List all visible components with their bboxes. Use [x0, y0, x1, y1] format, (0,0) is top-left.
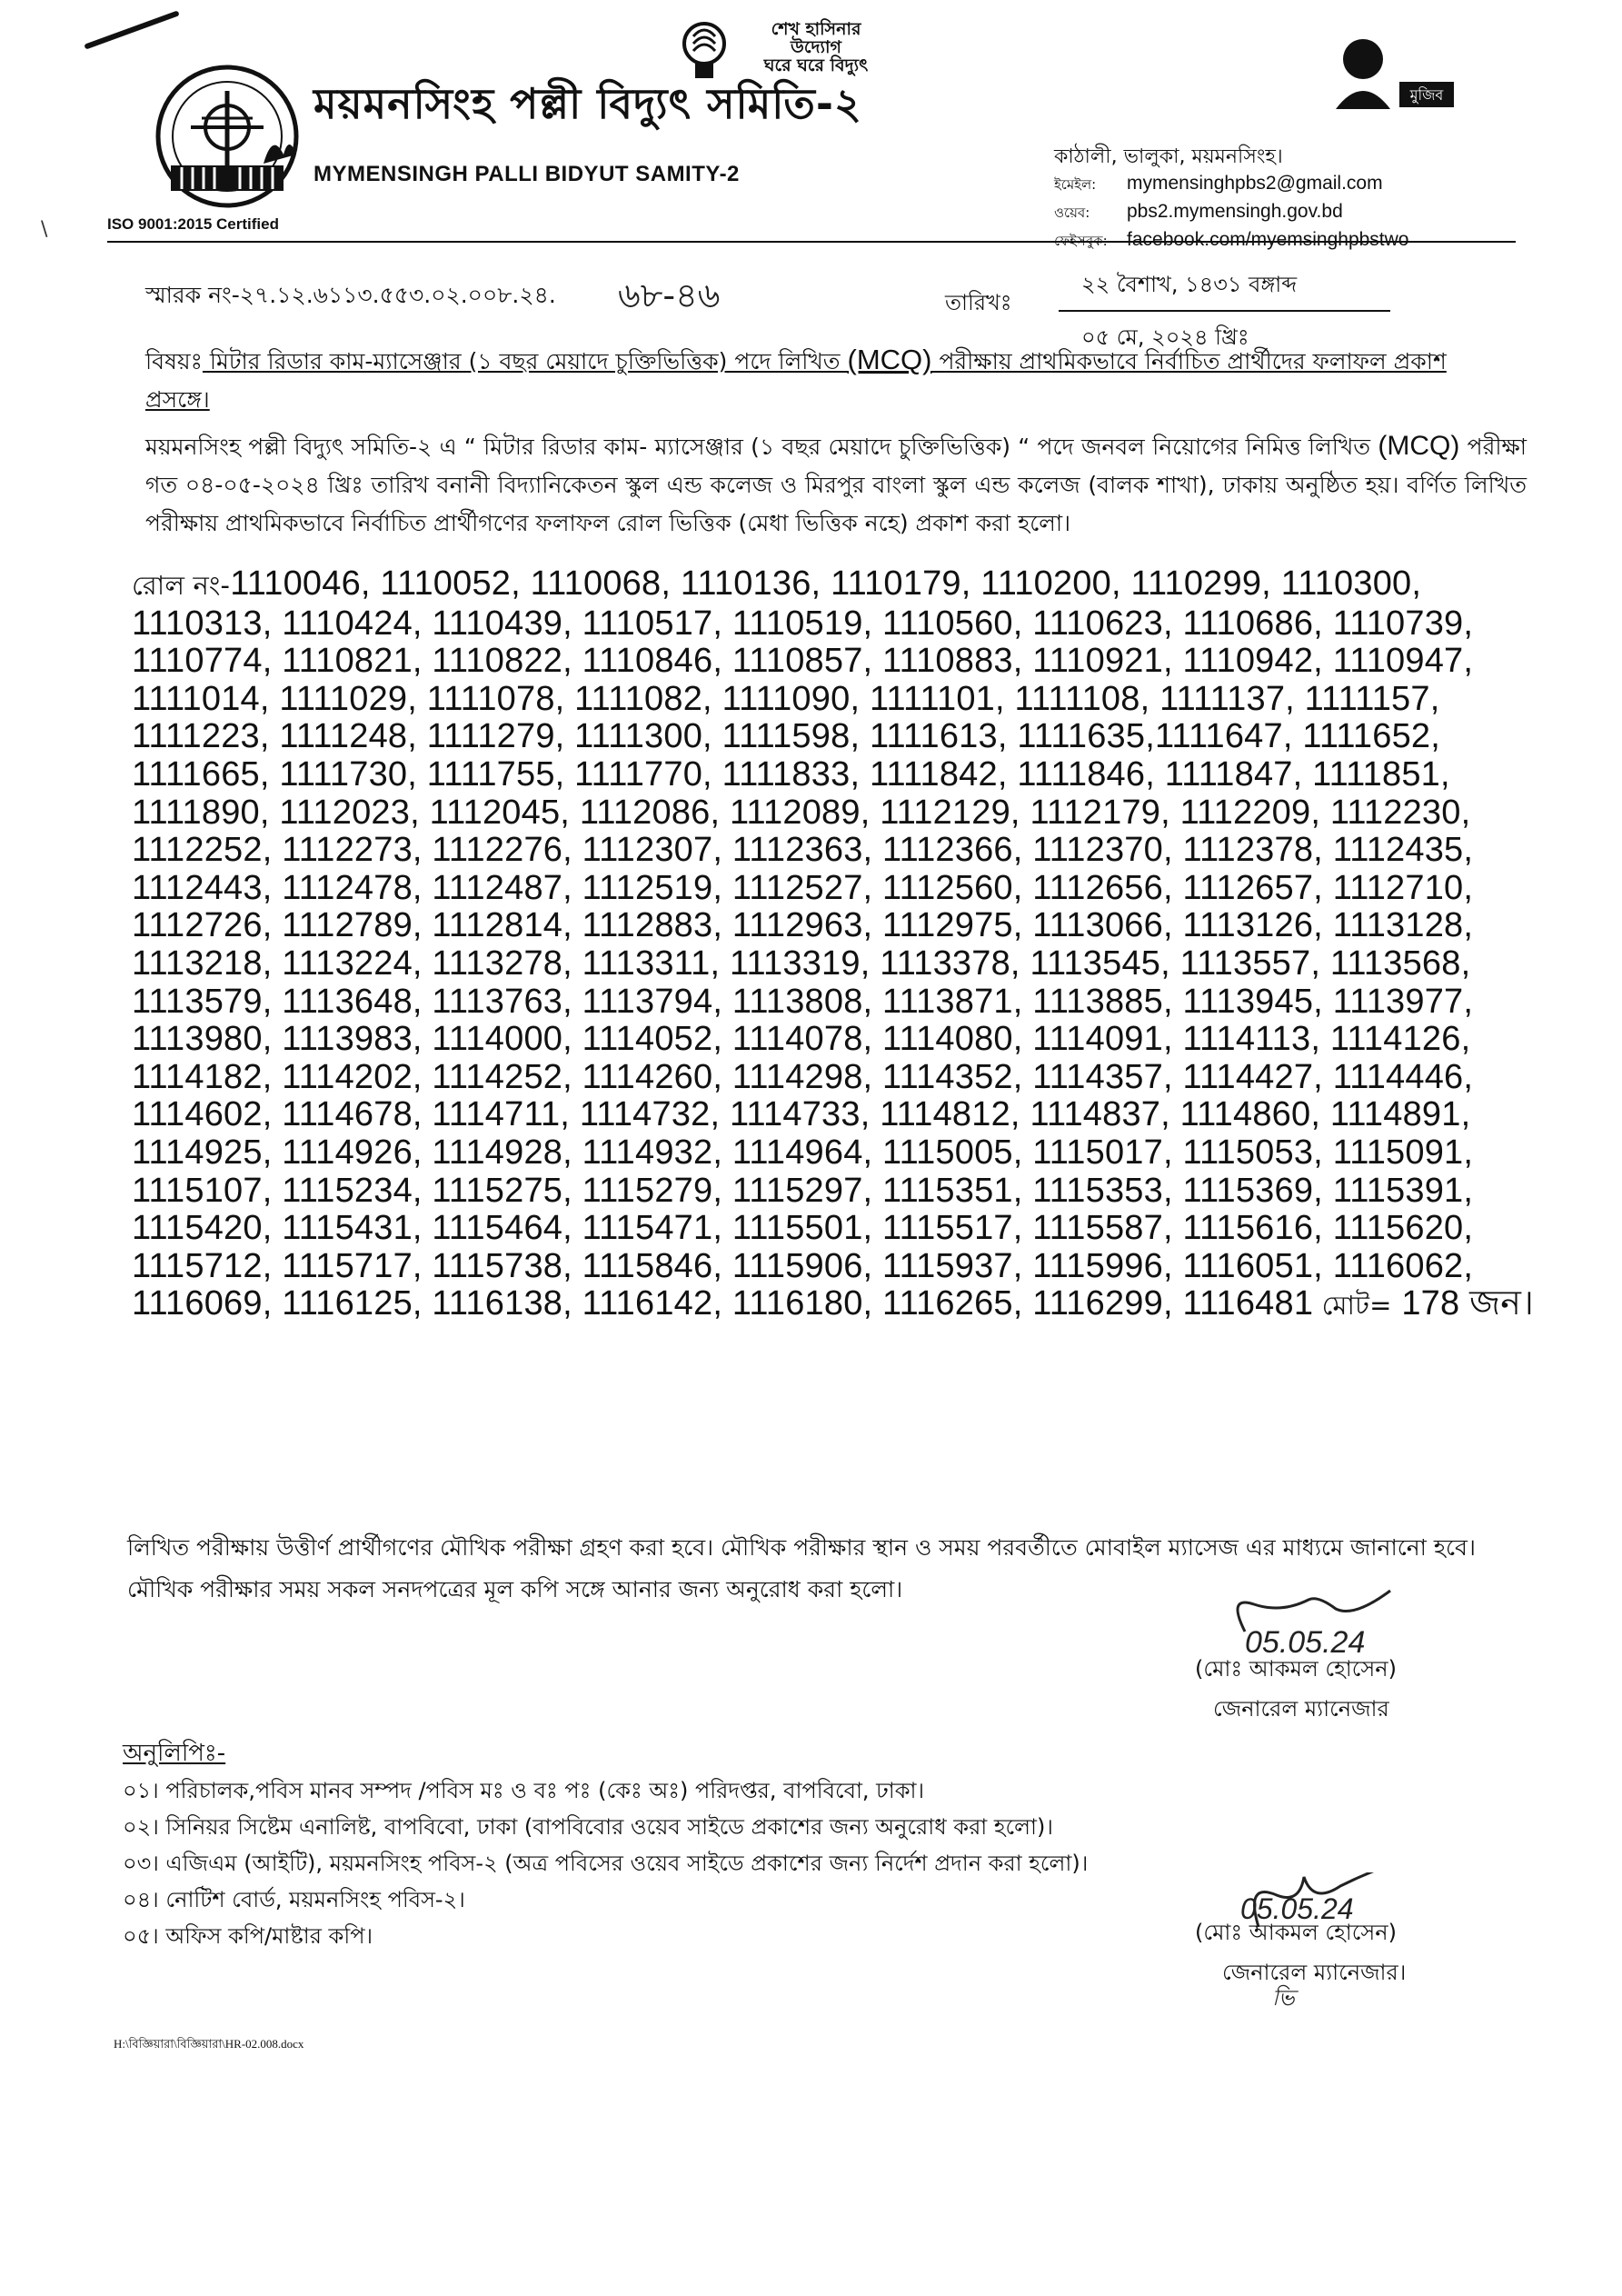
cc-item: ০৪। নোটিশ বোর্ড, ময়মনসিংহ পবিস-২। — [123, 1887, 465, 1912]
address-line: কাঠালী, ভালুকা, ময়মনসিংহ। — [1054, 145, 1283, 168]
roll-numbers: 1110046, 1110052, 1110068, 1110136, 1110179, 1110200, 1110299, 1110300, 1110313, 1110424, 1110439, 1110517, 1110519, 1110560, 1110623, 1110686, 1110739, 1110774, 1110821, 1110822, 1110846, 1110857, 1110883, 1110921, 1110942, 1110947, 1111014, 1111029, 1111078, 1111082, 1111090, 1111101, 1111108, 1111137, 1111157, 1111223, 1111248, 1111279, 1111300, 1111598, 1111613, 1111635,1111647, 1111652, 1111665, 1111730, 1111755, 1111770, 1111833, 1111842, 1111846, 1111847, 1111851, 1111890, 1112023, 1112045, 1112086, 1112089, 1112129, 1112179, 1112209, 1112230, 1112252, 1112273, 1112276, 1112307, 1112363, 1112366, 1112370, 1112378, 1112435, 1112443, 1112478, 1112487, 1112519, 1112527, 1112560, 1112656, 1112657, 1112710, 1112726, 1112789, 1112814, 1112883, 1112963, 1112975, 1113066, 1113126, 1113128, 1113218, 1113224, 1113278, 1113311, 1113319, 1113378, 1113545, 1113557, 1113568, 1113579, 1113648, 1113763, 1113794, 1113808, 1113871, 1113885, 1113945, 1113977, 1113980, 1113983, 1114000, 1114052, 1114078, 1114080, 1114091, 1114113, 1114126, 1114182, 1114202, 1114252, 1114260, 1114298, 1114352, 1114357, 1114427, 1114446, 1114602, 1114678, 1114711, 1114732, 1114733, 1114812, 1114837, 1114860, 1114891, 1114925, 1114926, 1114928, 1114932, 1114964, 1115005, 1115017, 1115053, 1115091, 1115107, 1115234, 1115275, 1115279, 1115297, 1115351, 1115353, 1115369, 1115391, 1115420, 1115431, 1115464, 1115471, 1115501, 1115517, 1115587, 1115616, 1115620, 1115712, 1115717, 1115738, 1115846, 1115906, 1115937, 1115996, 1116051, 1116062, 1116069, 1116125, 1116138, 1116142, 1116180, 1116265, 1116299, 1116481 — [132, 564, 1474, 1323]
pen-stroke-mark — [84, 10, 179, 49]
total-label: মোট= — [1313, 1290, 1392, 1322]
web-label: ওয়েব: — [1054, 205, 1090, 221]
date-bangla: ২২ বৈশাখ, ১৪৩১ বঙ্গাব্দ — [1059, 268, 1390, 312]
date-label: তারিখঃ — [945, 290, 1012, 315]
roll-label: রোল নং- — [132, 570, 231, 601]
email-label: ইমেইল: — [1054, 176, 1097, 193]
cc-item: ০৫। অফিস কপি/মাষ্টার কপি। — [123, 1923, 373, 1949]
org-name-english: MYMENSINGH PALLI BIDYUT SAMITY-2 — [313, 162, 740, 186]
margin-tick-mark: \ — [41, 218, 48, 241]
facebook-link[interactable]: facebook.com/myemsinghpbstwo — [1127, 229, 1409, 250]
subject-label: বিষয়ঃ — [145, 348, 203, 374]
org-logo — [145, 64, 309, 214]
slogan-emblem — [677, 18, 913, 86]
slogan-text: শেখ হাসিনার উদ্যোগ ঘরে ঘরে বিদ্যুৎ — [763, 19, 869, 75]
signer-title-2: জেনারেল ম্যানেজার। — [1222, 1960, 1407, 1985]
signature-date-1: 05.05.24 — [1245, 1625, 1366, 1660]
signer-name-2: (মোঃ আকমল হোসেন) — [1195, 1920, 1397, 1945]
bulb-icon — [677, 18, 731, 86]
web-link[interactable]: pbs2.mymensingh.gov.bd — [1127, 201, 1343, 222]
signer-name-1: (মোঃ আকমল হোসেন) — [1195, 1656, 1397, 1682]
closing-paragraph: লিখিত পরীক্ষায় উত্তীর্ণ প্রার্থীগণের মৌখিক পরীক্ষা গ্রহণ করা হবে। মৌখিক পরীক্ষার স্থান ও সময় পরবর্তীতে মোবাইল ম্যাসেজ এর মাধ্যমে জানানো হবে। মৌখিক পরীক্ষার সময় সকল সনদপত্রের মূল কপি সঙ্গে আনার জন্য অনুরোধ করা হলো। — [127, 1534, 1476, 1602]
memo-handwritten-number: ৬৮-৪৬ — [618, 275, 721, 315]
date-gregorian: ০৫ মে, ২০২৪ খ্রিঃ — [1081, 324, 1249, 350]
cc-heading: অনুলিপিঃ- — [123, 1740, 226, 1767]
cc-item: ০১। পরিচালক,পবিস মানব সম্পদ /পবিস মঃ ও বঃ পঃ (কেঃ অঃ) পরিদপ্তর, বাপবিবো, ঢাকা। — [123, 1778, 925, 1803]
portrait-emblem — [1322, 27, 1468, 118]
email-link[interactable]: mymensinghpbs2@gmail.com — [1127, 173, 1383, 194]
iso-certification: ISO 9001:2015 Certified — [107, 215, 279, 233]
svg-text:মুজিব: মুজিব — [1409, 86, 1444, 104]
signature-date-2: 05.05.24 — [1240, 1892, 1354, 1925]
roll-number-list — [132, 565, 1549, 1325]
handwritten-initials: ভি — [1272, 1985, 1295, 2011]
cc-item: ০৩। এজিএম (আইটি), ময়মনসিংহ পবিস-২ (অত্র পবিসের ওয়েব সাইডে প্রকাশের জন্য নির্দেশ প্রদান করা হলো)। — [123, 1851, 1089, 1876]
facebook-label: ফেইসবুক: — [1054, 233, 1108, 249]
body-paragraph: ময়মনসিংহ পল্লী বিদ্যুৎ সমিতি-২ এ “ মিটার রিডার কাম- ম্যাসেঞ্জার (১ বছর মেয়াদে চুক্তিভিত্তিক) “ পদে জনবল নিয়োগের নিমিত্ত লিখিত (MCQ) পরীক্ষা গত ০৪-০৫-২০২৪ খ্রিঃ তারিখ বনানী বিদ্যানিকেতন স্কুল এন্ড কলেজ ও মিরপুর বাংলা স্কুল এন্ড কলেজ (বালক শাখা), ঢাকায় অনুষ্ঠিত হয়। বর্ণিত লিখিত পরীক্ষায় প্রাথমিকভাবে নির্বাচিত প্রার্থীগণের ফলাফল রোল ভিত্তিক (মেধা ভিত্তিক নহে) প্রকাশ করা হলো। — [145, 431, 1527, 536]
total-count: 178 জন। — [1391, 1284, 1534, 1323]
memo-reference: স্মারক নং-২৭.১২.৬১১৩.৫৫৩.০২.০০৮.২৪. — [145, 282, 556, 308]
file-path: H:\বিজ্ঞিয়ারা\বিজ্ঞিয়ারা\HR-02.008.docx — [114, 2037, 304, 2051]
subject-line: বিষয়ঃ মিটার রিডার কাম-ম্যাসেঞ্জার (১ বছর মেয়াদে চুক্তিভিত্তিক) পদে লিখিত (MCQ) পরীক্ষায় প্রাথমিকভাবে নির্বাচিত প্রার্থীদের ফলাফল প্রকাশ প্রসঙ্গে। — [145, 344, 1447, 413]
cc-list — [123, 1772, 1088, 1954]
cc-item: ০২। সিনিয়র সিষ্টেম এনালিষ্ট, বাপবিবো, ঢাকা (বাপবিবোর ওয়েব সাইডে প্রকাশের জন্য অনুরোধ করা হলো)। — [123, 1814, 1053, 1840]
org-name-bangla: ময়মনসিংহ পল্লী বিদ্যুৎ সমিতি-২ — [313, 79, 862, 128]
contact-block — [1054, 144, 1408, 255]
signer-title-1: জেনারেল ম্যানেজার — [1213, 1696, 1389, 1722]
